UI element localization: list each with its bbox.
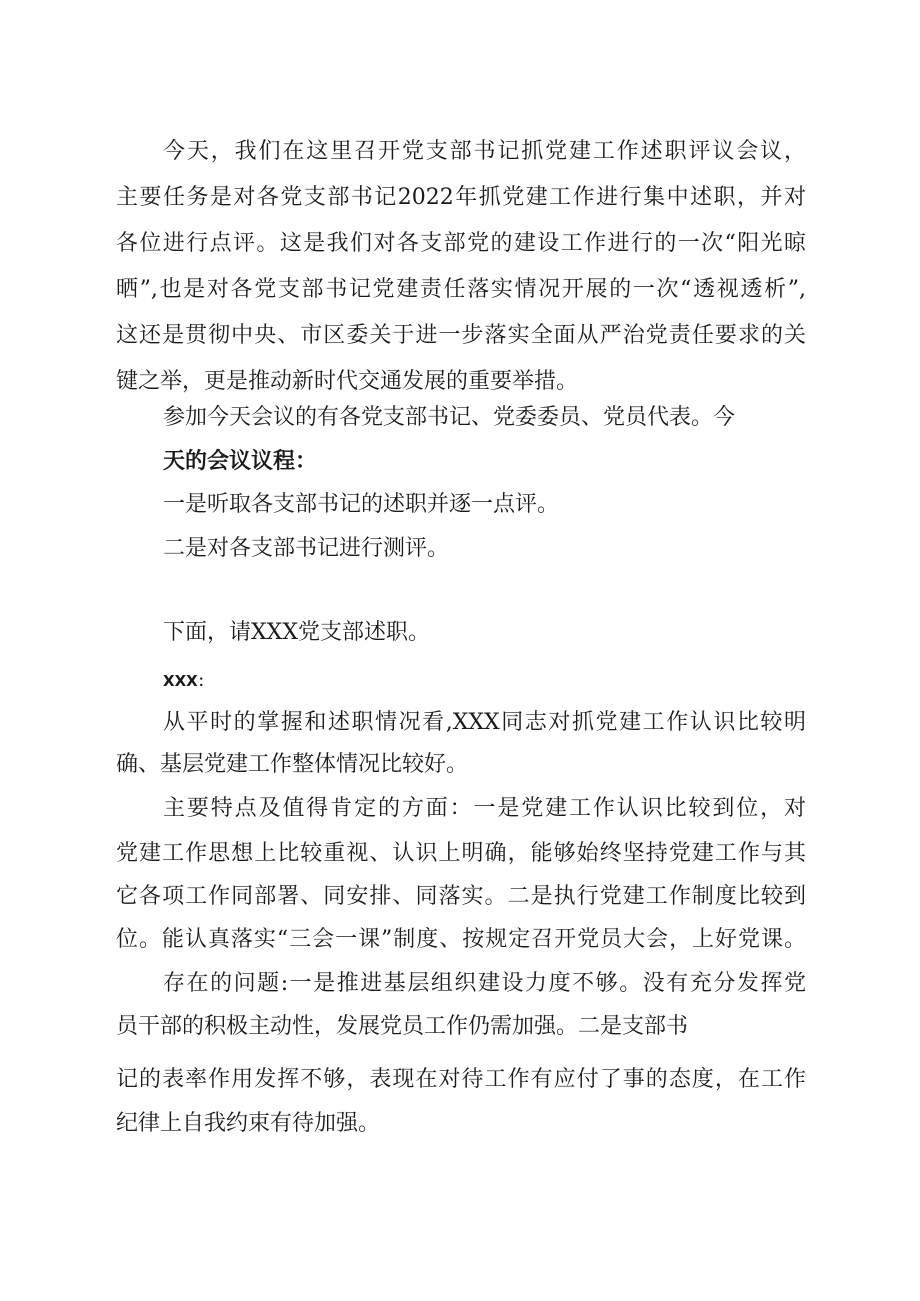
strengths-line-3: 它各项工作同部署、同安排、同落实。二是执行党建工作制度比较到 (116, 884, 806, 909)
intro-line-6: 键之举，更是推动新时代交通发展的重要举措。 (116, 369, 579, 394)
intro-line-4: 晒”,也是对各党支部书记党建责任落实情况开展的一次“透视透析”, (116, 277, 806, 302)
agenda-item-2: 二是对各支部书记进行测评。 (163, 536, 450, 561)
intro-line-5: 这还是贯彻中央、市区委关于进一步落实全面从严治党责任要求的关 (116, 323, 806, 348)
speaker-label: XXX： (163, 672, 213, 690)
problems-line-4: 纪律上自我约束有待加强。 (116, 1111, 381, 1136)
strengths-line-4: 位。能认真落实“三会一课”制度、按规定召开党员大会，上好党课。 (116, 927, 806, 952)
agenda-heading: 天的会议议程： (163, 449, 318, 474)
overview-line-2: 确、基层党建工作整体情况比较好。 (116, 752, 469, 777)
problems-line-3: 记的表率作用发挥不够，表现在对待工作有应付了事的态度，在工作 (116, 1067, 806, 1092)
strengths-line-2: 党建工作思想上比较重视、认识上明确，能够始终坚持党建工作与其 (116, 841, 806, 866)
strengths-line-1: 主要特点及值得肯定的方面：一是党建工作认识比较到位，对 (163, 796, 806, 821)
intro-line-3: 各位进行点评。这是我们对各支部党的建设工作进行的一次“阳光晾 (116, 231, 806, 256)
invitation-line: 下面，请XXX党支部述职。 (163, 620, 430, 645)
problems-line-1: 存在的问题:一是推进基层组织建设力度不够。没有充分发挥党 (163, 971, 806, 996)
intro-line-2: 主要任务是对各党支部书记2022年抓党建工作进行集中述职，并对 (116, 185, 806, 210)
overview-line-1: 从平时的掌握和述职情况看,XXX同志对抓党建工作认识比较明 (163, 710, 806, 735)
agenda-item-1: 一是听取各支部书记的述职并逐一点评。 (163, 492, 560, 517)
attendees-line: 参加今天会议的有各党支部书记、党委委员、党员代表。今 (163, 405, 736, 430)
intro-line-1: 今天，我们在这里召开党支部书记抓党建工作述职评议会议， (163, 139, 806, 164)
problems-line-2: 员干部的积极主动性，发展党员工作仍需加强。二是支部书 (116, 1014, 689, 1039)
